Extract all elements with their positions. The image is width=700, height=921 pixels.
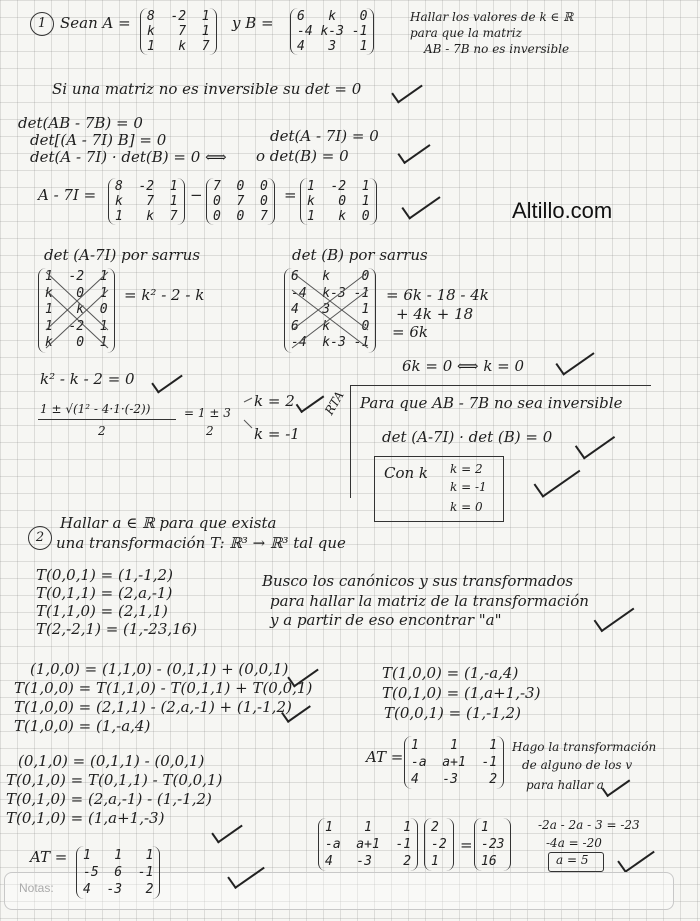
solve-line-3: a = 5 <box>556 853 589 867</box>
matrix-a-copy: 8 -2 1 k 7 1 1 k 7 <box>108 178 185 225</box>
canonical-result-2: T(0,1,0) = (1,a+1,-3) <box>382 684 541 702</box>
canonical-result-3: T(0,0,1) = (1,-1,2) <box>384 704 521 722</box>
final-at-label: AT = <box>30 848 68 866</box>
check-vector: 2 -2 1 <box>424 818 454 871</box>
task-line-1: Hallar los valores de k ∈ ℝ <box>410 10 574 24</box>
step-4: det(A - 7I) = 0 <box>270 127 379 145</box>
task-line-3: AB - 7B no es inversible <box>424 42 570 56</box>
check-result: 1 -23 16 <box>474 818 511 871</box>
formula-denominator: 2 <box>98 424 106 438</box>
matrix-7i: 7 0 0 0 7 0 0 0 7 <box>206 178 275 225</box>
plan-line-3: y a partir de eso encontrar "a" <box>270 611 502 629</box>
matrix-b: 6 k 0 -4 k-3 -1 4 3 1 <box>290 8 374 55</box>
task-line-2: para que la matriz <box>410 26 522 40</box>
e2-step-4: T(0,1,0) = (1,a+1,-3) <box>6 809 165 827</box>
at-label: AT = <box>366 748 404 766</box>
note-line-2: de alguno de los v <box>522 758 633 772</box>
sarrus-2-result-2: + 4k + 18 <box>396 305 474 323</box>
det-b-zero: 6k = 0 ⟺ k = 0 <box>402 357 525 375</box>
note-line-1: Hago la transformación <box>512 740 657 754</box>
given-3: T(1,1,0) = (2,1,1) <box>36 602 168 620</box>
given-2: T(0,1,1) = (2,a,-1) <box>36 584 173 602</box>
e1-step-2: T(1,0,0) = T(1,1,0) - T(0,1,1) + T(0,0,1) <box>14 679 313 697</box>
final-matrix: 1 1 1 -5 6 -1 4 -3 2 <box>76 846 160 899</box>
problem-number-1: 1 <box>30 12 54 36</box>
sarrus-2-result-1: = 6k - 18 - 4k <box>386 286 489 304</box>
k-value-3: k = 0 <box>450 500 483 514</box>
formula-middle: = 1 ± 3 <box>184 406 231 420</box>
e2-step-1: (0,1,0) = (0,1,1) - (0,0,1) <box>18 752 205 770</box>
sarrus-2-title: det (B) por sarrus <box>292 246 428 264</box>
rule-text: Si una matriz no es inversible su det = 0 <box>52 80 362 98</box>
e2-step-3: T(0,1,0) = (2,a,-1) - (1,-1,2) <box>6 790 212 808</box>
matrix-a-minus-7i: 1 -2 1 k 0 1 1 k 0 <box>300 178 377 225</box>
sarrus-2-result-3: = 6k <box>392 323 428 341</box>
note-line-3: para hallar a <box>526 778 604 792</box>
k-value-2: k = -1 <box>450 480 487 494</box>
sarrus-2-matrix: 6 k 0 -4 k-3 -1 4 3 1 6 k 0 -4 k-3 -1 <box>284 268 376 353</box>
problem-number-2: 2 <box>28 526 52 550</box>
quadratic: k² - k - 2 = 0 <box>40 370 135 388</box>
k-value-1: k = 2 <box>450 462 483 476</box>
equals-sign: = <box>284 186 297 204</box>
step-2: det[(A - 7I) B] = 0 <box>30 131 167 149</box>
conclusion-eq: det (A-7I) · det (B) = 0 <box>382 428 553 446</box>
e1-step-3: T(1,0,0) = (2,1,1) - (2,a,-1) + (1,-1,2) <box>14 698 292 716</box>
task2-line-1: Hallar a ∈ ℝ para que exista <box>60 514 277 532</box>
con-k-label: Con k <box>384 464 429 482</box>
check-matrix: 1 1 1 -a a+1 -1 4 -3 2 <box>318 818 418 871</box>
solve-line-2: -4a = -20 <box>546 836 602 850</box>
given-1: T(0,0,1) = (1,-1,2) <box>36 566 173 584</box>
e2-step-2: T(0,1,0) = T(0,1,1) - T(0,0,1) <box>6 771 223 789</box>
plan-line-2: para hallar la matriz de la transformación <box>270 592 589 610</box>
rta-label: RTA <box>322 388 347 418</box>
e1-step-1: (1,0,0) = (1,1,0) - (0,1,1) + (0,0,1) <box>30 660 289 678</box>
step-3: det(A - 7I) · det(B) = 0 ⟺ <box>30 148 227 166</box>
conclusion-text: Para que AB - 7B no sea inversible <box>360 394 623 412</box>
canonical-result-1: T(1,0,0) = (1,-a,4) <box>382 664 519 682</box>
a-minus-7i-label: A - 7I = <box>38 186 97 204</box>
root-1: k = 2 <box>254 392 295 410</box>
sarrus-1-matrix: 1 -2 1 k 0 1 1 k 0 1 -2 1 k 0 1 <box>38 268 115 353</box>
intro-text: Sean A = <box>60 14 131 32</box>
solve-line-1: -2a - 2a - 3 = -23 <box>538 818 640 832</box>
root-2: k = -1 <box>254 425 300 443</box>
watermark: Altillo.com <box>512 198 613 223</box>
plan-line-1: Busco los canónicos y sus transformados <box>262 572 574 590</box>
sarrus-1-title: det (A-7I) por sarrus <box>44 246 201 264</box>
notes-label: Notas: <box>19 881 54 895</box>
formula-middle-den: 2 <box>206 424 214 438</box>
and-b-text: y B = <box>232 14 274 32</box>
equals-sign-2: = <box>460 836 473 854</box>
minus-sign: − <box>190 186 203 204</box>
formula-numerator: 1 ± √(1² - 4·1·(-2)) <box>40 402 151 416</box>
sarrus-1-result: = k² - 2 - k <box>124 286 205 304</box>
at-matrix: 1 1 1 -a a+1 -1 4 -3 2 <box>404 736 504 789</box>
step-5: o det(B) = 0 <box>256 147 349 165</box>
task2-line-2: una transformación T: ℝ³ → ℝ³ tal que <box>56 534 346 552</box>
matrix-a: 8 -2 1 k 7 1 1 k 7 <box>140 8 217 55</box>
given-4: T(2,-2,1) = (1,-23,16) <box>36 620 198 638</box>
e1-step-4: T(1,0,0) = (1,-a,4) <box>14 717 151 735</box>
step-1: det(AB - 7B) = 0 <box>18 114 143 132</box>
